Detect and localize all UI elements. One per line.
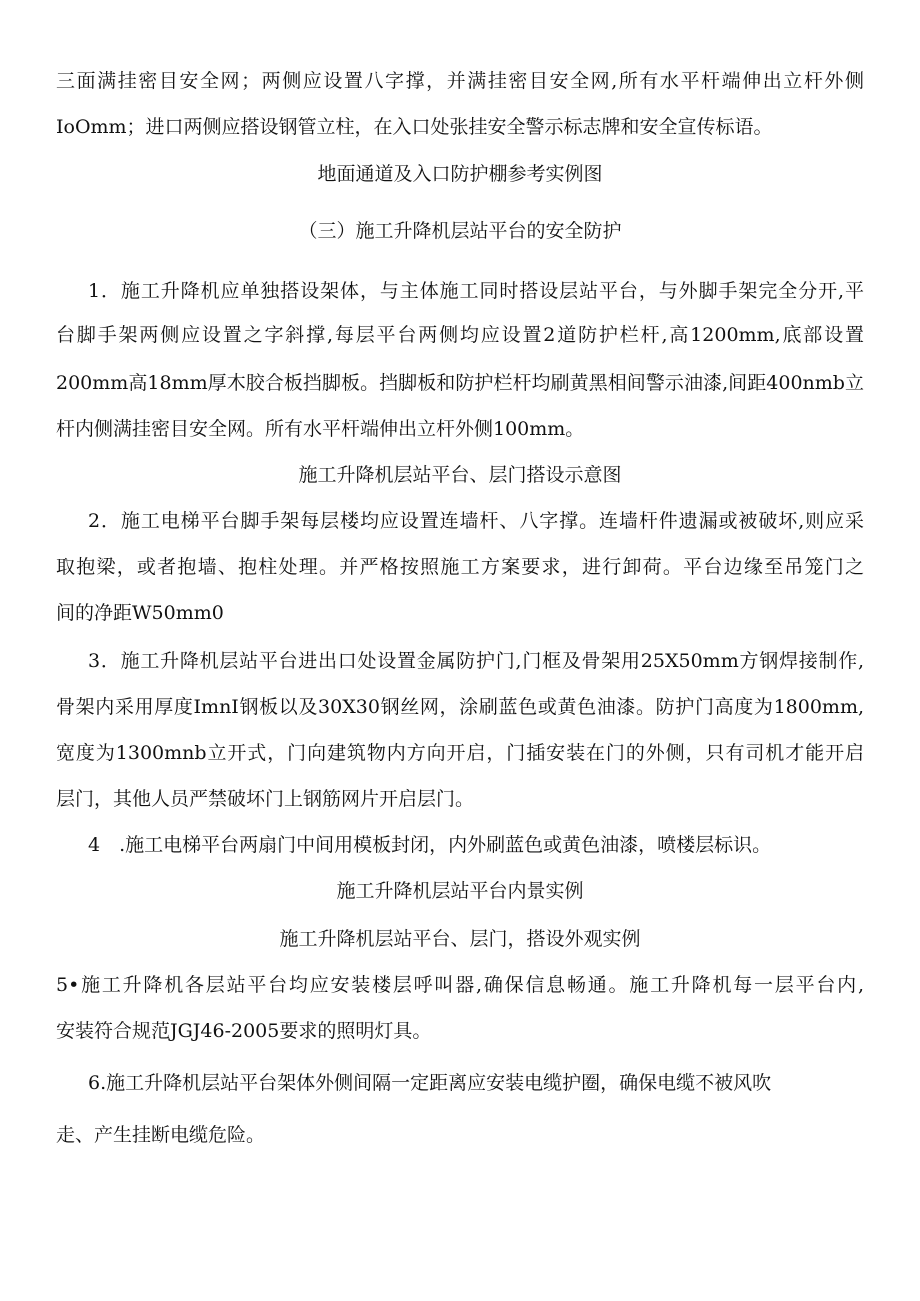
paragraph-line: 200mm高18mm厚木胶合板挡脚板。挡脚板和防护栏杆均刷黄黑相间警示油漆,间距400nmb立: [56, 372, 864, 394]
figure-caption: 施工升降机层站平台、层门，搭设外观实例: [279, 928, 641, 950]
paragraph-line: 安装符合规范JGJ46-2005要求的照明灯具。: [56, 1020, 432, 1042]
paragraph-line: 6.施工升降机层站平台架体外侧间隔一定距离应安装电缆护圈，确保电缆不被风吹: [88, 1072, 772, 1094]
paragraph-line: 间的净距W50mm0: [56, 602, 224, 624]
paragraph-line: 1．施工升降机应单独搭设架体，与主体施工同时搭设层站平台，与外脚手架完全分开,平: [88, 280, 864, 302]
paragraph-line: 宽度为1300mnb立开式，门向建筑物内方向开启，门插安装在门的外侧，只有司机才能开启: [56, 742, 864, 764]
figure-caption: 施工升降机层站平台、层门搭设示意图: [298, 464, 622, 486]
paragraph-line: 骨架内采用厚度ImnI钢板以及30X30钢丝网，涂刷蓝色或黄色油漆。防护门高度为1800mm,: [56, 696, 864, 718]
paragraph-line: 层门，其他人员严禁破坏门上钢筋网片开启层门。: [56, 788, 475, 810]
figure-caption: 施工升降机层站平台内景实例: [336, 880, 584, 902]
paragraph-line: 4 .施工电梯平台两扇门中间用模板封闭，内外刷蓝色或黄色油漆，喷楼层标识。: [88, 834, 772, 856]
paragraph-line: 三面满挂密目安全网；两侧应设置八字撑，并满挂密目安全网,所有水平杆端伸出立杆外侧: [56, 70, 864, 92]
paragraph-line: 杆内侧满挂密目安全网。所有水平杆端伸出立杆外侧100mm。: [56, 418, 585, 440]
paragraph-line: 取抱梁，或者抱墙、抱柱处理。并严格按照施工方案要求，进行卸荷。平台边缘至吊笼门之: [56, 556, 864, 578]
paragraph-line: 5•施工升降机各层站平台均应安装楼层呼叫器,确保信息畅通。施工升降机每一层平台内,: [56, 974, 864, 996]
paragraph-line: 走、产生挂断电缆危险。: [56, 1124, 266, 1146]
paragraph-line: 台脚手架两侧应设置之字斜撑,每层平台两侧均应设置2道防护栏杆,高1200mm,底部设置: [56, 324, 864, 346]
section-heading: （三）施工升降机层站平台的安全防护: [298, 220, 622, 242]
paragraph-line: 3．施工升降机层站平台进出口处设置金属防护门,门框及骨架用25X50mm方钢焊接制作,: [88, 650, 864, 672]
paragraph-line: 2．施工电梯平台脚手架每层楼均应设置连墙杆、八字撑。连墙杆件遗漏或被破坏,则应采: [88, 510, 864, 532]
figure-caption: 地面通道及入口防护棚参考实例图: [317, 163, 603, 185]
paragraph-line: IoOmm；进口两侧应搭设钢管立柱，在入口处张挂安全警示标志牌和安全宣传标语。: [56, 116, 773, 138]
